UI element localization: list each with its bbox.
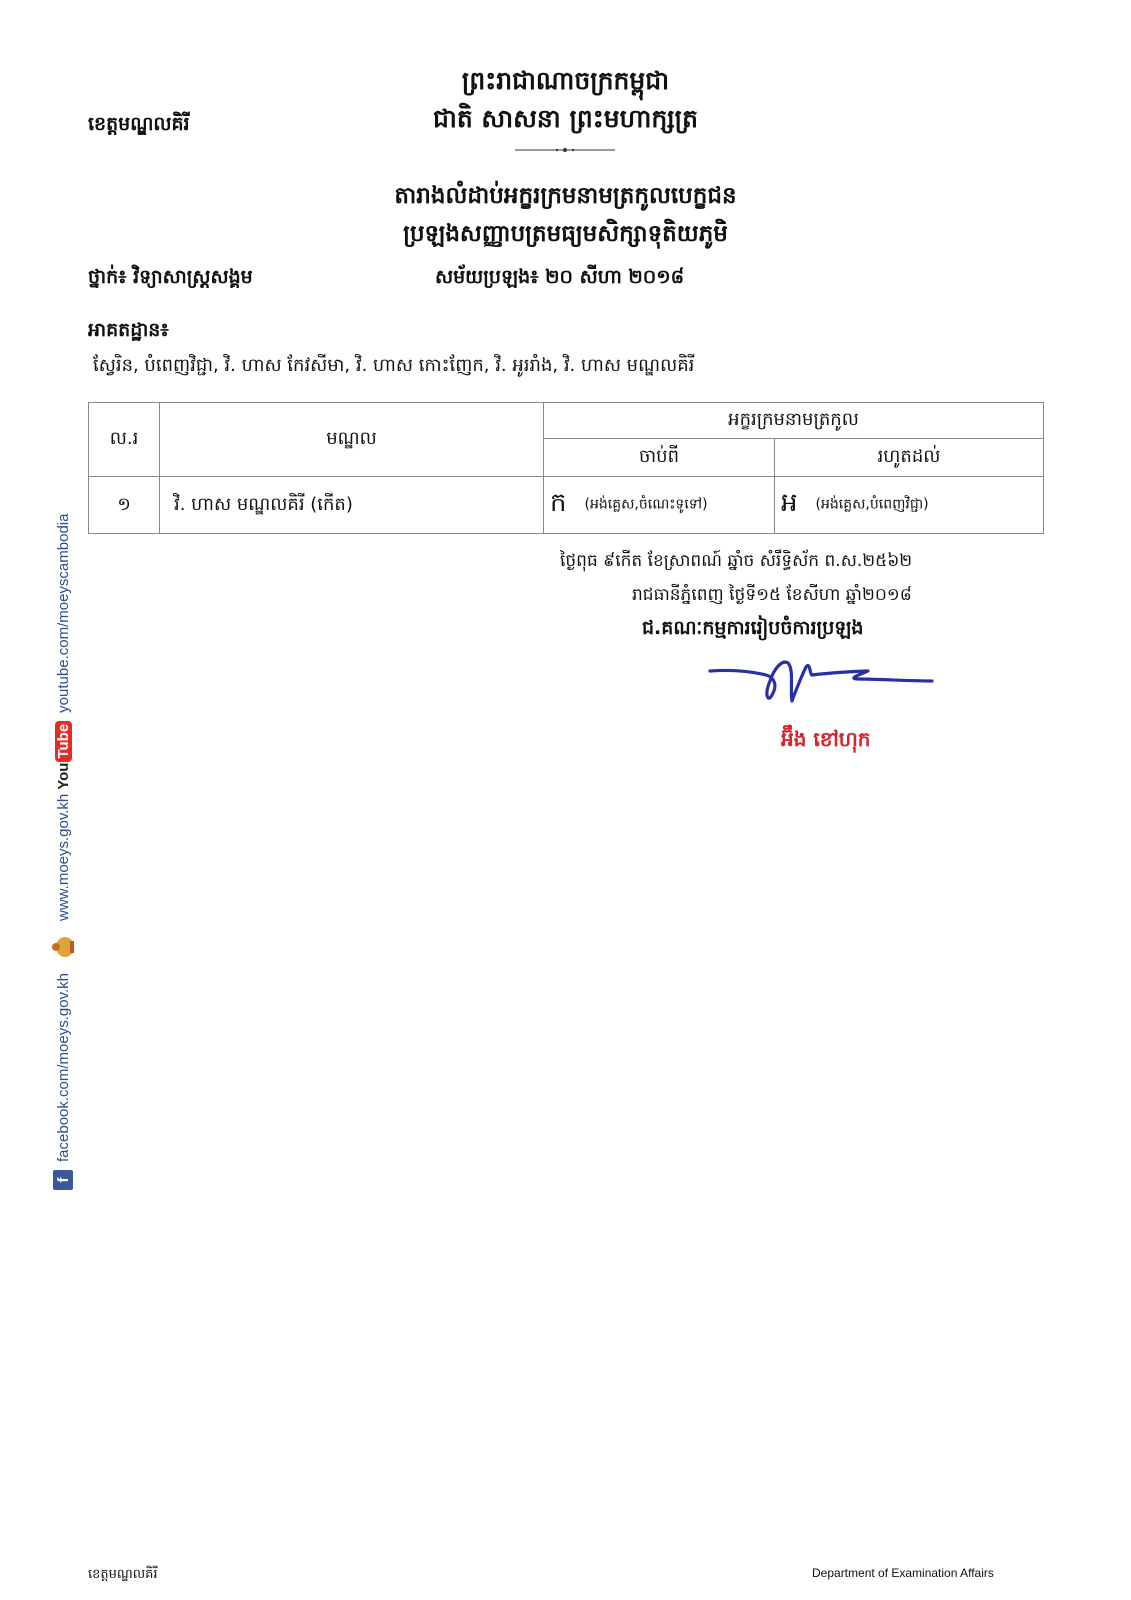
results-table (88, 402, 1044, 534)
row-from (544, 477, 775, 534)
footer-province: ខេត្តមណ្ឌលគិរី (88, 1567, 158, 1582)
header-from: ចាប់ពី (544, 439, 775, 477)
venue-list: ស្វែរិន, បំពេញវិជ្ជា, វិ. ហាស កែវសីមា, វិ. ហាស កោះញែក, វិ. អូររាំង, វិ. ហាស មណ្ឌលគិរី (93, 355, 695, 376)
subject-label: ថ្នាក់៖ វិទ្យាសាស្ត្រសង្គម (88, 266, 253, 288)
ministry-emblem-icon (50, 935, 76, 959)
from-note: (អង់គ្លេស,ចំណេះទូទៅ) (584, 496, 708, 513)
document-title-line-2: ប្រឡងសញ្ញាបត្រមធ្យមសិក្សាទុតិយភូមិ (403, 220, 728, 247)
sidebar-social-links (48, 420, 78, 1190)
header-to: រហូតដល់ (775, 439, 1044, 477)
ornament-divider (515, 147, 615, 149)
table-row (89, 477, 1044, 534)
header-center: មណ្ឌល (160, 403, 544, 477)
venue-label: អាគតដ្ឋាន៖ (88, 319, 169, 341)
facebook-icon: f (53, 1170, 73, 1190)
to-char: អ (781, 488, 798, 518)
row-center: វិ. ហាស មណ្ឌលគិរី (កើត) (160, 477, 544, 534)
signer-name: អ៊ឹង ខៅហុក (781, 727, 871, 751)
youtube-icon-you: You (54, 762, 72, 790)
signature-image (708, 655, 938, 725)
header-alphabet-group: អក្ខរក្រមនាមត្រកូល (544, 403, 1044, 439)
youtube-link[interactable]: youtube.com/moeyscambodia (54, 513, 72, 713)
document-title-line-1: តារាងលំដាប់អក្ខរក្រមនាមត្រកូលបេក្ខជន (394, 182, 737, 209)
row-to (775, 477, 1044, 534)
from-char: ក (550, 488, 567, 518)
exam-session: សម័យប្រឡង៖ ២០ សីហា ២០១៨ (435, 266, 685, 288)
lunar-date: ថ្ងៃពុធ ៩កើត ខែស្រាពណ៍ ឆ្នាំច សំរឹទ្ធិស័ក ព.ស.២៥៦២ (560, 551, 913, 571)
to-note: (អង់គ្លេស,បំពេញវិជ្ជា) (815, 496, 929, 513)
website-link[interactable]: www.moeys.gov.kh (54, 793, 72, 922)
facebook-link[interactable]: facebook.com/moeys.gov.kh (54, 973, 72, 1162)
solar-date: រាជធានីភ្នំពេញ ថ្ងៃទី១៥ ខែសីហា ឆ្នាំ២០១៨ (632, 585, 912, 605)
header-no: ល.រ (89, 403, 160, 477)
row-no: ១ (89, 477, 160, 534)
committee-title: ជ.គណៈកម្មការរៀបចំការប្រឡង (642, 617, 864, 639)
province-name: ខេត្តមណ្ឌលគិរី (88, 113, 190, 135)
youtube-icon-tube: Tube (55, 721, 72, 762)
youtube-icon (55, 721, 72, 790)
kingdom-line-1: ព្រះរាជាណាចក្រកម្ពុជា (461, 66, 670, 95)
kingdom-line-2: ជាតិ សាសនា ព្រះមហាក្សត្រ (433, 104, 698, 133)
footer-department: Department of Examination Affairs (812, 1566, 994, 1580)
